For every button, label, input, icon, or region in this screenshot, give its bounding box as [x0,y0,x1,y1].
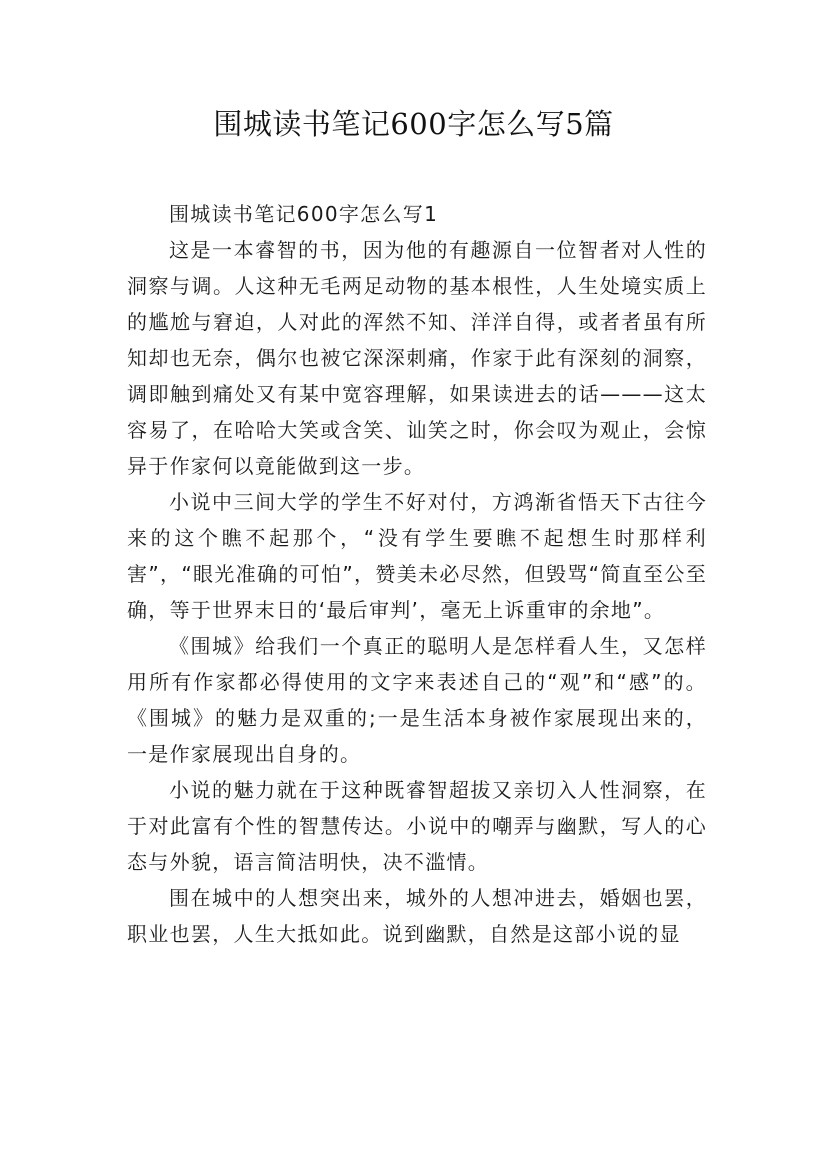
paragraph-4: 小说的魅力就在于这种既睿智超拔又亲切入人性洞察，在于对此富有个性的智慧传达。小说中的嘲弄与幽默，写人的心态与外貌，语言简洁明快，决不滥情。 [127,778,707,874]
paragraph-3: 《围城》给我们一个真正的聪明人是怎样看人生，又怎样用所有作家都必得使用的文字来表述自己的“观”和“感”的。《围城》的魅力是双重的;一是生活本身被作家展现出来的，一是作家展现出自身的。 [127,634,707,766]
document-body [127,196,707,952]
paragraph-5: 围在城中的人想突出来，城外的人想冲进去，婚姻也罢，职业也罢，人生大抵如此。说到幽默，自然是这部小说的显 [127,886,707,946]
paragraph-1: 这是一本睿智的书，因为他的有趣源自一位智者对人性的洞察与调。人这种无毛两足动物的基本根性，人生处境实质上的尴尬与窘迫，人对此的浑然不知、洋洋自得，或者者虽有所知却也无奈，偶尔也被它深深刺痛，作家于此有深刻的洞察，调即触到痛处又有某中宽容理解，如果读进去的话———这太容易了，在哈哈大笑或含笑、讪笑之时，你会叹为观止，会惊异于作家何以竟能做到这一步。 [127,238,707,478]
document-title: 围城读书笔记600字怎么写5篇 [213,107,614,141]
paragraph-2: 小说中三间大学的学生不好对付，方鸿渐省悟天下古往今来的这个瞧不起那个，“没有学生要瞧不起想生时那样利害”，“眼光准确的可怕”，赞美未必尽然，但毁骂“简直至公至确，等于世界末日的‘最后审判’，毫无上诉重审的余地”。 [127,490,707,622]
section-subheading: 围城读书笔记600字怎么写1 [169,202,439,226]
